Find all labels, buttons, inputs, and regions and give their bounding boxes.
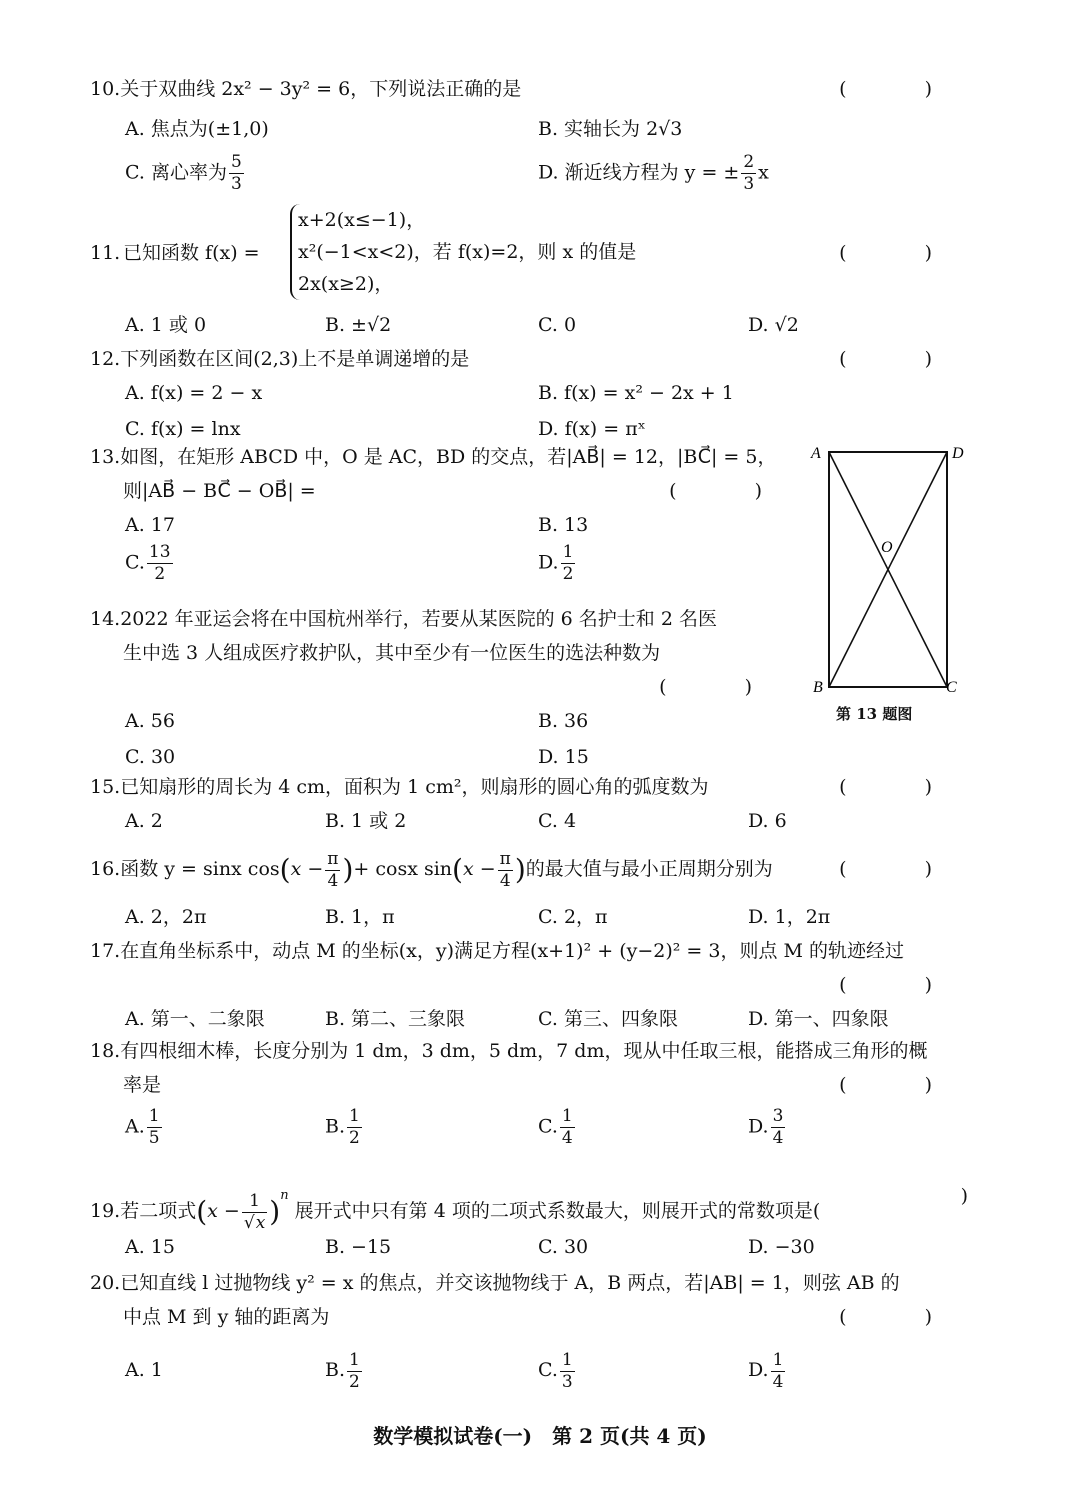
option-c: C. 第三、四象限 xyxy=(538,1008,678,1030)
q-stem: 已知直线 l 过抛物线 y² = x 的焦点，并交该抛物线于 A，B 两点，若|AB| = 1，则弦 AB 的 xyxy=(120,1272,900,1294)
label-o: O xyxy=(881,539,893,556)
option-d: D. $\frac{3}{4}$ xyxy=(748,1106,784,1148)
q-number: 11. xyxy=(90,242,121,264)
question-16: 16.函数 y = sinx cos(x − $\frac{\pi}{4}$ )+ cosx sin(x − $\frac{\pi}{4}$ )的最大值与最小正周期分别为 ( ) A. 2，2π B. 1，π C. 2，π D. 1，2π xyxy=(90,842,970,936)
page-footer: 数学模拟试卷(一) 第 2 页(共 4 页) xyxy=(373,1424,707,1448)
q-stem: 2022 年亚运会将在中国杭州举行，若要从某医院的 6 名护士和 2 名医 xyxy=(120,608,717,630)
option-d: D. 6 xyxy=(748,810,787,832)
answer-paren: ( ) xyxy=(839,858,968,880)
option-d: D. f(x) = πˣ xyxy=(538,418,646,440)
q-stem-2: 则|AB⃗ − BC⃗ − OB⃗| = xyxy=(123,480,316,502)
question-17: 17.在直角坐标系中，动点 M 的坐标(x，y)满足方程(x+1)² + (y−2)² = 3，则点 M 的轨迹经过 ( ) A. 第一、二象限 B. 第二、三象限 C. 第三、四象限 D. 第一、四象限 xyxy=(90,934,970,1038)
option-a: A. 1 或 0 xyxy=(125,314,207,336)
q-stem: 已知扇形的周长为 4 cm，面积为 1 cm²，则扇形的圆心角的弧度数为 xyxy=(120,776,709,798)
q-stem-2: 率是 xyxy=(123,1074,162,1096)
option-d: D. 第一、四象限 xyxy=(748,1008,889,1030)
q-stem: 下列函数在区间(2,3)上不是单调递增的是 xyxy=(120,348,470,370)
label-a: A xyxy=(811,445,821,462)
option-b: B. 13 xyxy=(538,514,589,536)
question-18: 18.有四根细木棒，长度分别为 1 dm，3 dm，5 dm，7 dm，现从中任取三根，能搭成三角形的概 率是 ( ) A. $\frac{1}{5}$ B. $\frac{1}{2}$ C. $\frac{1}{4}$ D. $\frac{3}{4}$ xyxy=(90,1040,968,1148)
label-b: B xyxy=(813,679,823,696)
question-10 xyxy=(90,72,970,202)
piecewise-brace: x+2(x≤−1)， x²(−1<x<2)，若 f(x)=2，则 x 的值是 2x(x≥2)， xyxy=(290,204,636,300)
option-a: A. 17 xyxy=(125,514,175,536)
option-c: C. f(x) = lnx xyxy=(125,418,241,440)
q-stem: 关于双曲线 2x² − 3y² = 6，下列说法正确的是 xyxy=(120,78,522,100)
answer-paren: ( ) xyxy=(839,78,968,100)
answer-paren: ( ) xyxy=(839,776,968,798)
option-d: D. $\frac{1}{2}$ xyxy=(538,542,574,584)
figure-caption: 第 13 题图 xyxy=(836,705,913,723)
option-a: A. 第一、二象限 xyxy=(125,1008,265,1030)
option-d: D. 15 xyxy=(538,746,589,768)
option-a: A. 1 xyxy=(125,1359,163,1381)
q-stem: 已知函数 f(x) = xyxy=(123,242,260,264)
option-a: A. 15 xyxy=(125,1236,175,1258)
q-stem-2: 生中选 3 人组成医疗救护队，其中至少有一位医生的选法种数为 xyxy=(123,642,661,664)
q-stem: 函数 y = sinx cos xyxy=(120,858,280,880)
question-13: 13.如图，在矩形 ABCD 中，O 是 AC，BD 的交点，若|AB⃗| = 12，|BC⃗| = 5， 则|AB⃗ − BC⃗ − OB⃗| = ( ) A. 17 B. 13 C. $\frac{13}{2}$ D. $\frac{1}{2}$ xyxy=(90,446,798,584)
label-c: C xyxy=(946,679,957,696)
option-a: A. 2，2π xyxy=(125,906,207,928)
option-d: D. 1，2π xyxy=(748,906,831,928)
option-b: B. −15 xyxy=(325,1236,392,1258)
answer-paren: ( ) xyxy=(839,974,968,996)
label-d: D xyxy=(952,445,964,462)
q-stem: 若二项式 xyxy=(120,1200,197,1222)
option-a: A. 焦点为(±1,0) xyxy=(125,118,269,140)
option-b: B. ±√2 xyxy=(325,314,392,336)
question-12: 12.下列函数在区间(2,3)上不是单调递增的是 ( ) A. f(x) = 2 − x B. f(x) = x² − 2x + 1 C. f(x) = lnx D. f(x) = πˣ xyxy=(90,342,970,448)
option-b: B. 第二、三象限 xyxy=(325,1008,466,1030)
option-d: D. √2 xyxy=(748,314,799,336)
option-a: A. 2 xyxy=(125,810,163,832)
option-c: C. 0 xyxy=(538,314,577,336)
option-b: B. f(x) = x² − 2x + 1 xyxy=(538,382,734,404)
answer-paren: ( ) xyxy=(839,1306,968,1328)
option-d: D. 渐近线方程为 y = ± $\frac{2}{3}$ x xyxy=(538,152,769,194)
option-d: D. −30 xyxy=(748,1236,815,1258)
answer-paren: ( ) xyxy=(839,348,968,370)
option-c: C. 离心率为 $\frac{5}{3}$ xyxy=(125,152,242,194)
q-stem: 在直角坐标系中，动点 M 的坐标(x，y)满足方程(x+1)² + (y−2)² = 3，则点 M 的轨迹经过 xyxy=(120,940,904,962)
figure-13-rectangle xyxy=(805,440,985,700)
option-b: B. $\frac{1}{2}$ xyxy=(325,1349,360,1392)
option-b: B. $\frac{1}{2}$ xyxy=(325,1106,360,1148)
option-c: C. $\frac{1}{4}$ xyxy=(538,1106,573,1148)
option-a: A. 56 xyxy=(125,710,175,732)
option-c: C. 2，π xyxy=(538,906,608,928)
option-a: A. $\frac{1}{5}$ xyxy=(125,1106,160,1148)
answer-paren: ( ) xyxy=(839,242,968,264)
question-20: 20.已知直线 l 过抛物线 y² = x 的焦点，并交该抛物线于 A，B 两点，若|AB| = 1，则弦 AB 的 中点 M 到 y 轴的距离为 ( ) A. 1 B. $\frac{1}{2}$ C. $\frac{1}{3}$ D. $\frac{1}{4}$ xyxy=(90,1266,970,1398)
q-stem: 有四根细木棒，长度分别为 1 dm，3 dm，5 dm，7 dm，现从中任取三根，能搭成三角形的概 xyxy=(120,1040,928,1062)
option-c: C. $\frac{1}{3}$ xyxy=(538,1349,573,1392)
option-b: B. 1 或 2 xyxy=(325,810,407,832)
q-stem: 如图，在矩形 ABCD 中，O 是 AC，BD 的交点，若|AB⃗| = 12，|BC⃗| = 5， xyxy=(120,446,777,468)
q-number: 10. xyxy=(90,78,121,100)
option-c: C. 30 xyxy=(538,1236,589,1258)
option-b: B. 1，π xyxy=(325,906,395,928)
option-c: C. 4 xyxy=(538,810,577,832)
question-14: 14.2022 年亚运会将在中国杭州举行，若要从某医院的 6 名护士和 2 名医 生中选 3 人组成医疗救护队，其中至少有一位医生的选法种数为 ( ) A. 56 B. 36 C. 30 D. 15 xyxy=(90,602,790,776)
option-b: B. 36 xyxy=(538,710,589,732)
q-stem-2: 中点 M 到 y 轴的距离为 xyxy=(123,1306,330,1328)
option-d: D. $\frac{1}{4}$ xyxy=(748,1349,784,1392)
option-a: A. f(x) = 2 − x xyxy=(125,382,263,404)
question-11 xyxy=(90,204,970,344)
question-15: 15.已知扇形的周长为 4 cm，面积为 1 cm²，则扇形的圆心角的弧度数为 ( ) A. 2 B. 1 或 2 C. 4 D. 6 xyxy=(90,770,970,840)
answer-paren: ( ) xyxy=(669,480,798,502)
answer-paren: ( ) xyxy=(839,1074,968,1096)
option-b: B. 实轴长为 2√3 xyxy=(538,118,683,140)
answer-paren: ( ) xyxy=(659,676,788,698)
option-c: C. $\frac{13}{2}$ xyxy=(125,542,171,584)
question-19: 19.若二项式(x − $\frac{1}{√x}$ )$^n$ 展开式中只有第 4 项的二项式系数最大，则展开式的常数项是( ) A. 15 B. −15 C. 30 D. −30 xyxy=(90,1166,970,1266)
option-c: C. 30 xyxy=(125,746,176,768)
